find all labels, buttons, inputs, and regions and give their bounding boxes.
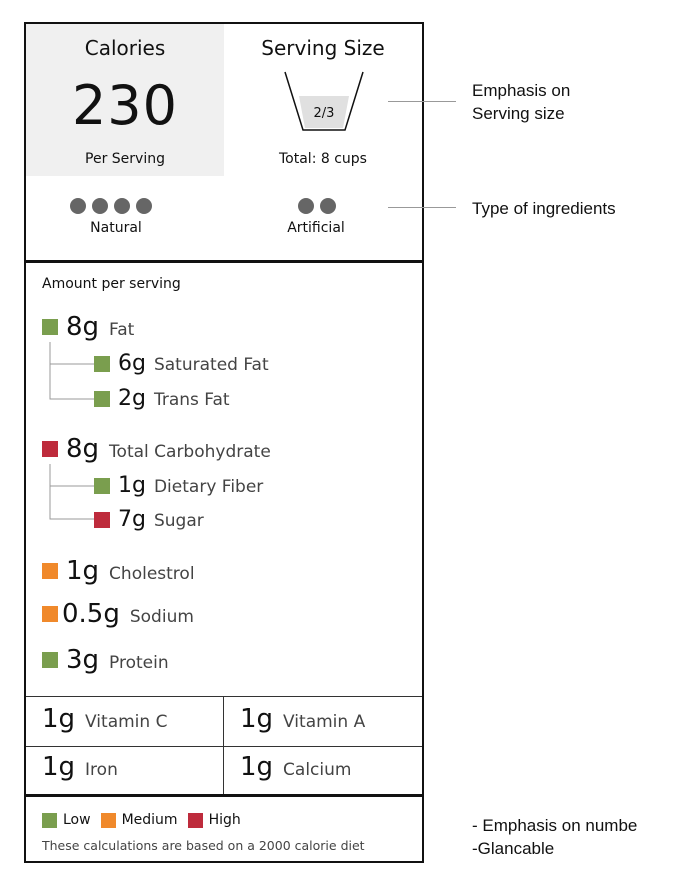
nutrient-row-cholesterol [42, 556, 195, 586]
legend-high-swatch [188, 813, 203, 828]
nutrient-value: 8g [66, 312, 100, 342]
legend-low-label: Low [63, 812, 91, 828]
serving-annotation-line [388, 101, 456, 102]
nutrient-name: Sodium [129, 607, 194, 627]
legend-medium-label: Medium [121, 812, 178, 828]
vitamins-row-divider [26, 746, 422, 747]
nutrient-row-sugar [94, 507, 204, 532]
level-medium-swatch [42, 563, 58, 579]
nutrient-value: 0.5g [62, 599, 120, 629]
vitamin-cell-calcium [240, 752, 351, 782]
nutrient-row-carbohydrate [42, 434, 271, 464]
nutrient-row-saturated-fat [94, 351, 269, 376]
artificial-label: Artificial [287, 220, 345, 236]
serving-annotation-line1: Emphasis on [472, 81, 571, 100]
vitamin-cell-vitamin-c [42, 704, 167, 734]
calories-title: Calories [84, 36, 166, 60]
vitamin-value: 1g [42, 752, 76, 782]
nutrient-name: Sugar [153, 511, 204, 531]
natural-label: Natural [90, 220, 142, 236]
nutrient-value: 8g [66, 434, 100, 464]
nutrient-value: 7g [118, 507, 146, 532]
vitamin-cell-vitamin-a [240, 704, 365, 734]
legend-high-label: High [208, 812, 241, 828]
ingredients-annotation-line [388, 207, 456, 208]
vitamin-value: 1g [240, 704, 274, 734]
nutrient-name: Protein [109, 653, 169, 673]
level-low-swatch [94, 478, 110, 494]
bottom-annotation-line1: - Emphasis on numbe [472, 816, 638, 835]
nutrient-value: 1g [66, 556, 100, 586]
nutrient-row-trans-fat [94, 386, 230, 411]
level-low-swatch [94, 356, 110, 372]
bottom-annotation [472, 814, 662, 860]
serving-annotation [472, 79, 570, 125]
level-legend [42, 812, 251, 828]
nutrient-name: Cholestrol [109, 564, 195, 584]
nutrient-name: Trans Fat [153, 390, 230, 410]
serving-size-title: Serving Size [261, 36, 385, 60]
nutrient-row-fat [42, 312, 134, 342]
level-low-swatch [94, 391, 110, 407]
bottom-annotation-line2: -Glancable [472, 839, 555, 858]
nutrient-value: 6g [118, 351, 146, 376]
calories-per-serving: Per Serving [85, 151, 165, 167]
level-low-swatch [42, 652, 58, 668]
serving-total: Total: 8 cups [279, 151, 367, 167]
vitamin-name: Vitamin C [85, 712, 168, 732]
legend-item-low [42, 812, 91, 828]
level-high-swatch [94, 512, 110, 528]
nutrient-name: Saturated Fat [153, 355, 269, 375]
footer-divider [26, 794, 422, 797]
legend-item-high [188, 812, 241, 828]
vitamin-value: 1g [240, 752, 274, 782]
vitamin-value: 1g [42, 704, 76, 734]
serving-annotation-line2: Serving size [472, 104, 565, 123]
nutrient-name: Fat [109, 320, 135, 340]
level-low-swatch [42, 319, 58, 335]
ingredients-annotation: Type of ingredients [472, 199, 616, 218]
nutrient-value: 3g [66, 645, 100, 675]
calories-value: 230 [71, 74, 179, 137]
nutrition-label [24, 22, 424, 863]
vitamin-cell-iron [42, 752, 118, 782]
nutrient-value: 1g [118, 473, 146, 498]
legend-low-swatch [42, 813, 57, 828]
legend-item-medium [101, 812, 178, 828]
level-high-swatch [42, 441, 58, 457]
vitamin-name: Iron [85, 760, 118, 780]
calorie-diet-footnote: These calculations are based on a 2000 calorie diet [42, 838, 365, 853]
nutrient-row-sodium [42, 599, 194, 629]
nutrient-name: Total Carbohydrate [109, 442, 271, 462]
nutrient-value: 2g [118, 386, 146, 411]
level-medium-swatch [42, 606, 58, 622]
vitamins-divider [26, 696, 422, 697]
vitamin-name: Vitamin A [283, 712, 366, 732]
nutrient-tree-lines [26, 24, 422, 584]
legend-medium-swatch [101, 813, 116, 828]
amount-per-serving-label: Amount per serving [42, 276, 181, 292]
nutrient-name: Dietary Fiber [153, 477, 264, 497]
vitamin-name: Calcium [283, 760, 352, 780]
serving-fraction: 2/3 [313, 106, 335, 121]
vitamins-column-divider [223, 696, 224, 794]
nutrient-row-fiber [94, 473, 263, 498]
nutrient-row-protein [42, 645, 169, 675]
